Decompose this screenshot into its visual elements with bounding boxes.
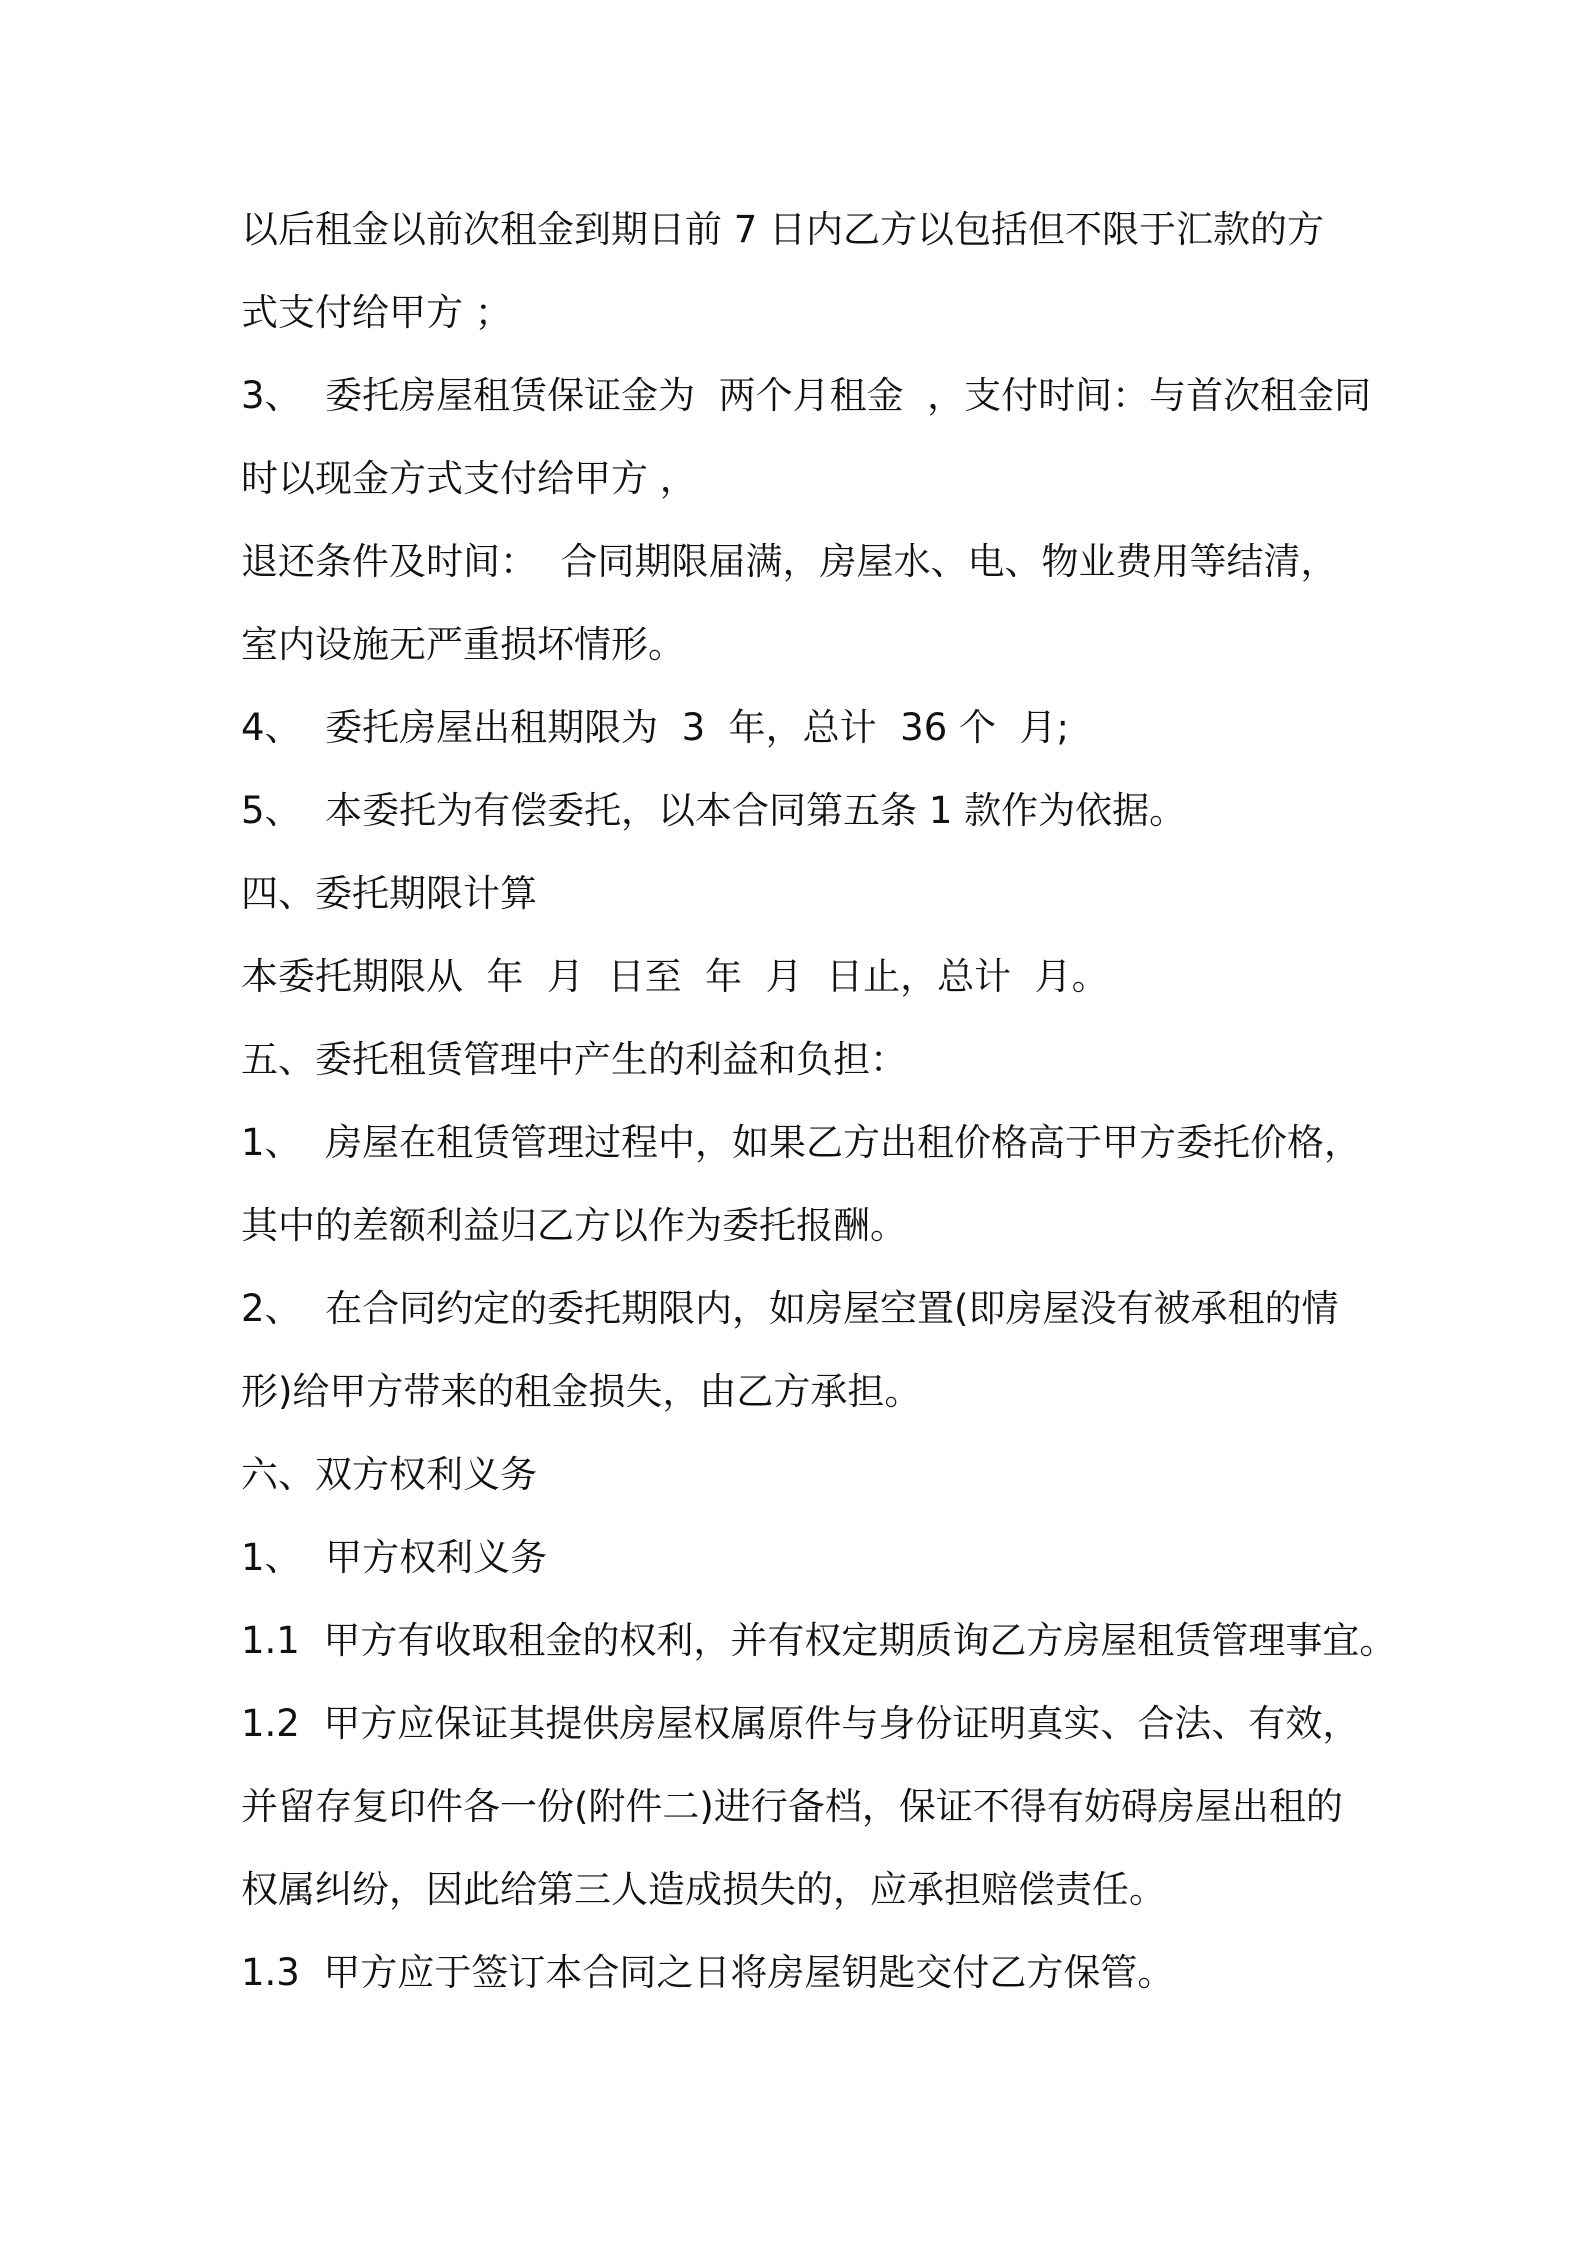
subsection-heading: 1、 甲方权利义务 — [241, 1536, 548, 1579]
text-line: 以后租金以前次租金到期日前 7 日内乙方以包括但不限于汇款的方 — [241, 208, 1325, 251]
text-line: 1、 房屋在租赁管理过程中，如果乙方出租价格高于甲方委托价格， — [241, 1121, 1362, 1164]
text-line: 1.2 甲方应保证其提供房屋权属原件与身份证明真实、合法、有效， — [241, 1702, 1360, 1745]
text-line: 1.1 甲方有收取租金的权利，并有权定期质询乙方房屋租赁管理事宜。 — [241, 1619, 1397, 1662]
text-line: 1.3 甲方应于签订本合同之日将房屋钥匙交付乙方保管。 — [241, 1951, 1175, 1994]
text-line: 室内设施无严重损坏情形。 — [241, 623, 685, 666]
text-line: 形)给甲方带来的租金损失，由乙方承担。 — [241, 1370, 922, 1413]
text-line: 权属纠纷，因此给第三人造成损失的，应承担赔偿责任。 — [241, 1868, 1166, 1911]
text-line: 2、 在合同约定的委托期限内，如房屋空置(即房屋没有被承租的情 — [241, 1287, 1339, 1330]
section-heading: 六、双方权利义务 — [241, 1453, 537, 1496]
text-line: 5、 本委托为有偿委托，以本合同第五条 1 款作为依据。 — [241, 789, 1187, 832]
text-line: 时以现金方式支付给甲方 ， — [241, 457, 697, 500]
text-line: 式支付给甲方 ； — [241, 291, 512, 334]
text-line: 退还条件及时间： 合同期限届满，房屋水、电、物业费用等结清， — [241, 540, 1338, 583]
text-line: 并留存复印件各一份(附件二)进行备档，保证不得有妨碍房屋出租的 — [241, 1785, 1343, 1828]
text-line: 本委托期限从 年 月 日至 年 月 日止，总计 月。 — [241, 955, 1109, 998]
text-line: 其中的差额利益归乙方以作为委托报酬。 — [241, 1204, 907, 1247]
section-heading: 四、委托期限计算 — [241, 872, 537, 915]
text-line: 3、 委托房屋租赁保证金为 两个月租金 ，支付时间：与首次租金同 — [241, 374, 1372, 417]
text-line: 4、 委托房屋出租期限为 3 年，总计 36 个 月; — [241, 706, 1070, 749]
section-heading: 五、委托租赁管理中产生的利益和负担： — [241, 1038, 907, 1081]
